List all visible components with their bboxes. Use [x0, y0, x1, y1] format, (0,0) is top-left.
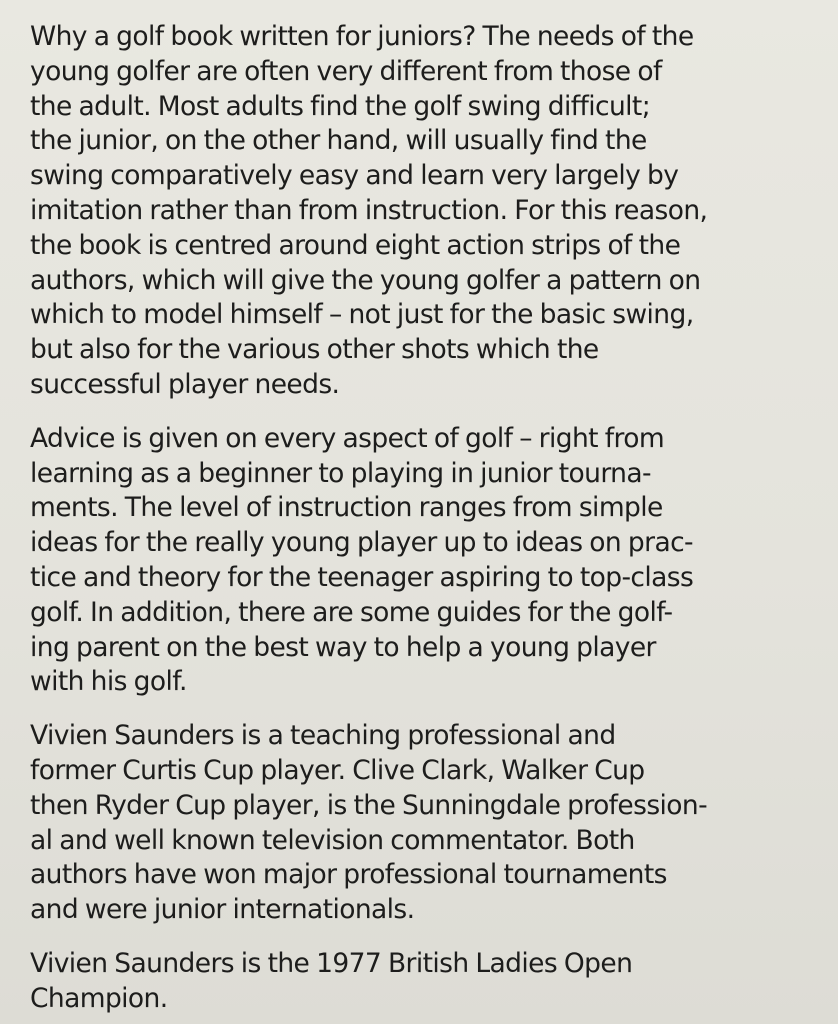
- text-line: but also for the various other shots which the: [30, 334, 599, 366]
- text-line: then Ryder Cup player, is the Sunningdale profession-: [30, 789, 708, 821]
- text-line: the adult. Most adults find the golf swing difficult;: [30, 90, 651, 122]
- text-line: Vivien Saunders is the 1977 British Ladies Open: [30, 947, 633, 979]
- text-line: authors, which will give the young golfer a pattern on: [30, 264, 701, 296]
- text-line: former Curtis Cup player. Clive Clark, Walker Cup: [30, 754, 645, 786]
- text-line: the book is centred around eight action strips of the: [30, 229, 681, 261]
- text-line: the junior, on the other hand, will usually find the: [30, 125, 647, 157]
- text-line: Vivien Saunders is a teaching professional and: [30, 720, 616, 752]
- text-line: ments. The level of instruction ranges from simple: [30, 492, 663, 524]
- text-line: which to model himself – not just for the basic swing,: [30, 299, 694, 331]
- text-line: al and well known television commentator. Both: [30, 824, 635, 856]
- intro-paragraph: [30, 20, 810, 403]
- advice-paragraph: [30, 422, 810, 700]
- authors-paragraph: [30, 719, 810, 928]
- text-line: Why a golf book written for juniors? The needs of the: [30, 21, 694, 52]
- text-line: and were junior internationals.: [30, 894, 415, 926]
- text-line: young golfer are often very different from those of: [30, 55, 662, 87]
- text-line: tice and theory for the teenager aspiring to top-class: [30, 561, 694, 593]
- text-line: learning as a beginner to playing in junior tourna-: [30, 457, 651, 489]
- text-line: Champion.: [30, 982, 168, 1014]
- text-line: Advice is given on every aspect of golf – right from: [30, 422, 665, 454]
- text-line: successful player needs.: [30, 368, 340, 400]
- text-line: swing comparatively easy and learn very largely by: [30, 160, 679, 192]
- text-line: authors have won major professional tournaments: [30, 859, 667, 891]
- text-line: golf. In addition, there are some guides for the golf-: [30, 596, 673, 628]
- text-line: with his golf.: [30, 666, 187, 698]
- text-line: ideas for the really young player up to ideas on prac-: [30, 527, 694, 559]
- text-line: ing parent on the best way to help a young player: [30, 631, 656, 663]
- text-line: imitation rather than from instruction. For this reason,: [30, 194, 708, 226]
- champion-paragraph: [30, 947, 810, 1017]
